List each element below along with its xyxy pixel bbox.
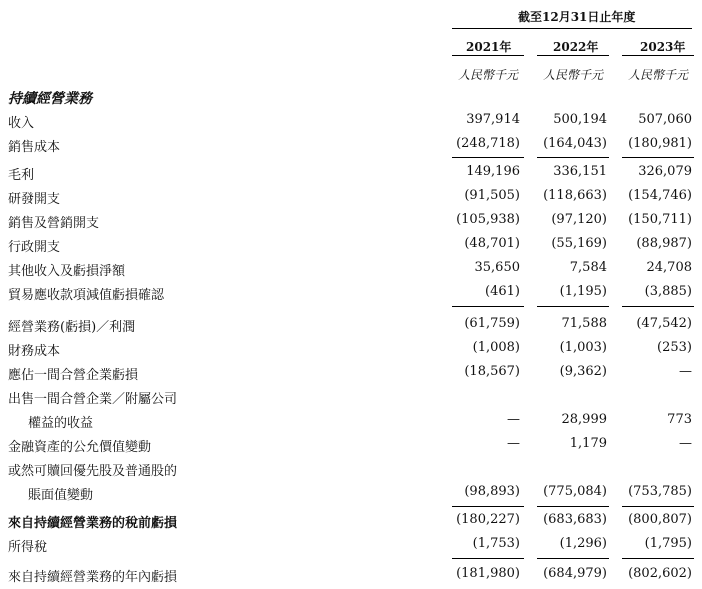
year-underline-3 — [622, 55, 694, 56]
value-2022: (9,362) — [559, 364, 607, 379]
value-2023: (3,885) — [644, 284, 692, 299]
subtotal-rule — [452, 157, 524, 158]
value-2022: 1,179 — [569, 436, 607, 451]
value-2021: (105,938) — [456, 212, 520, 227]
row-label: 出售一間合營企業／附屬公司 — [8, 388, 442, 407]
value-2023: — — [679, 364, 692, 379]
year-2022-header: 2022年 — [553, 40, 599, 54]
value-2021: (91,505) — [464, 188, 520, 203]
value-2023: (800,807) — [628, 512, 692, 527]
value-2021: (61,759) — [464, 316, 520, 331]
value-2023: (150,711) — [628, 212, 692, 227]
section-title: 持續經營業務 — [8, 91, 92, 107]
value-2022: (1,003) — [559, 340, 607, 355]
unit-label-2021: 人民幣千元 — [458, 68, 519, 82]
row-disposal-gain — [0, 410, 702, 432]
value-2023: 507,060 — [638, 112, 692, 127]
row-finance-costs — [0, 338, 702, 360]
value-2021: 149,196 — [466, 164, 520, 179]
row-label: 毛利 — [8, 164, 442, 183]
row-label: 權益的收益 . . . — [28, 412, 442, 431]
value-2022: 71,588 — [561, 316, 607, 331]
row-label: 所得稅 . . . — [8, 536, 442, 555]
value-2022: 28,999 — [561, 412, 607, 427]
row-label: 來自持續經營業務的稅前虧損 . . . — [8, 512, 442, 531]
row-label: 或然可贖回優先股及普通股的 — [8, 460, 442, 479]
year-2023-header: 2023年 — [640, 40, 686, 54]
year-underline-2 — [537, 55, 609, 56]
row-label: 經營業務(虧損)／利潤 . . . — [8, 316, 442, 335]
value-2023: (802,602) — [628, 566, 692, 581]
subtotal-rule — [622, 506, 694, 507]
row-operating-result — [0, 314, 702, 336]
value-2021: (248,718) — [456, 136, 520, 151]
row-label: 貿易應收款項減值虧損確認 . . . — [8, 284, 442, 303]
total-rule — [537, 558, 609, 559]
row-other-income — [0, 258, 702, 280]
row-label: 來自持續經營業務的年內虧損 . . . — [8, 566, 442, 585]
period-header: 截至12月31日止年度 — [518, 10, 636, 24]
row-label: 財務成本 . . . — [8, 340, 442, 359]
row-income-tax — [0, 534, 702, 556]
value-2021: (1,753) — [472, 536, 520, 551]
unit-label-2023: 人民幣千元 — [628, 68, 689, 82]
row-label: 收入 . . . — [8, 112, 442, 131]
value-2021: (1,008) — [472, 340, 520, 355]
subtotal-rule — [622, 157, 694, 158]
row-label: 行政開支 . . . — [8, 236, 442, 255]
value-2023: (47,542) — [636, 316, 692, 331]
value-2021: — — [507, 412, 520, 427]
value-2021: — — [507, 436, 520, 451]
value-2022: (683,683) — [543, 512, 607, 527]
row-rd-expenses — [0, 186, 702, 208]
value-2023: (753,785) — [628, 484, 692, 499]
value-2023: (1,795) — [644, 536, 692, 551]
value-2021: (18,567) — [464, 364, 520, 379]
row-cost-of-sales — [0, 134, 702, 156]
value-2021: (180,227) — [456, 512, 520, 527]
value-2021: (461) — [485, 284, 520, 299]
period-underline — [452, 28, 692, 29]
value-2022: (684,979) — [543, 566, 607, 581]
value-2022: (97,120) — [551, 212, 607, 227]
row-gross-profit — [0, 162, 702, 184]
value-2023: (154,746) — [628, 188, 692, 203]
row-impairment — [0, 282, 702, 304]
row-label: 研發開支 . . . — [8, 188, 442, 207]
value-2021: 35,650 — [474, 260, 520, 275]
row-admin-expenses — [0, 234, 702, 256]
subtotal-rule — [452, 506, 524, 507]
value-2022: (775,084) — [543, 484, 607, 499]
value-2022: 500,194 — [553, 112, 607, 127]
value-2022: (164,043) — [543, 136, 607, 151]
subtotal-rule — [452, 306, 524, 307]
value-2022: (1,296) — [559, 536, 607, 551]
row-loss-for-year — [0, 564, 702, 586]
row-label: 銷售及營銷開支 . . . — [8, 212, 442, 231]
year-2021-header: 2021年 — [466, 40, 512, 54]
row-fair-value-change — [0, 434, 702, 456]
value-2023: (253) — [657, 340, 692, 355]
row-loss-before-tax — [0, 510, 702, 532]
value-2021: 397,914 — [466, 112, 520, 127]
subtotal-rule — [622, 306, 694, 307]
value-2022: (118,663) — [543, 188, 607, 203]
value-2021: (48,701) — [464, 236, 520, 251]
total-rule — [452, 558, 524, 559]
row-disposal-heading — [0, 386, 702, 408]
value-2022: 336,151 — [553, 164, 607, 179]
value-2023: — — [679, 436, 692, 451]
value-2021: (98,893) — [464, 484, 520, 499]
row-jv-loss — [0, 362, 702, 384]
value-2023: 24,708 — [646, 260, 692, 275]
value-2023: (180,981) — [628, 136, 692, 151]
value-2023: 773 — [667, 412, 692, 427]
value-2023: (88,987) — [636, 236, 692, 251]
row-label: 賬面值變動 . . . — [28, 484, 442, 503]
subtotal-rule — [537, 157, 609, 158]
subtotal-rule — [537, 306, 609, 307]
row-revenue — [0, 110, 702, 132]
value-2021: (181,980) — [456, 566, 520, 581]
row-label: 其他收入及虧損淨額 . . . — [8, 260, 442, 279]
row-selling-expenses — [0, 210, 702, 232]
value-2023: 326,079 — [638, 164, 692, 179]
row-label: 銷售成本 . . . — [8, 136, 442, 155]
row-label: 應佔一間合營企業虧損 . . . — [8, 364, 442, 383]
subtotal-rule — [537, 506, 609, 507]
row-label: 金融資產的公允價值變動 . . . — [8, 436, 442, 455]
row-preferred-heading — [0, 458, 702, 480]
year-underline-1 — [452, 55, 524, 56]
row-carrying-value-change — [0, 482, 702, 504]
value-2022: (1,195) — [559, 284, 607, 299]
value-2022: 7,584 — [569, 260, 607, 275]
unit-label-2022: 人民幣千元 — [543, 68, 604, 82]
total-rule — [622, 558, 694, 559]
value-2022: (55,169) — [551, 236, 607, 251]
